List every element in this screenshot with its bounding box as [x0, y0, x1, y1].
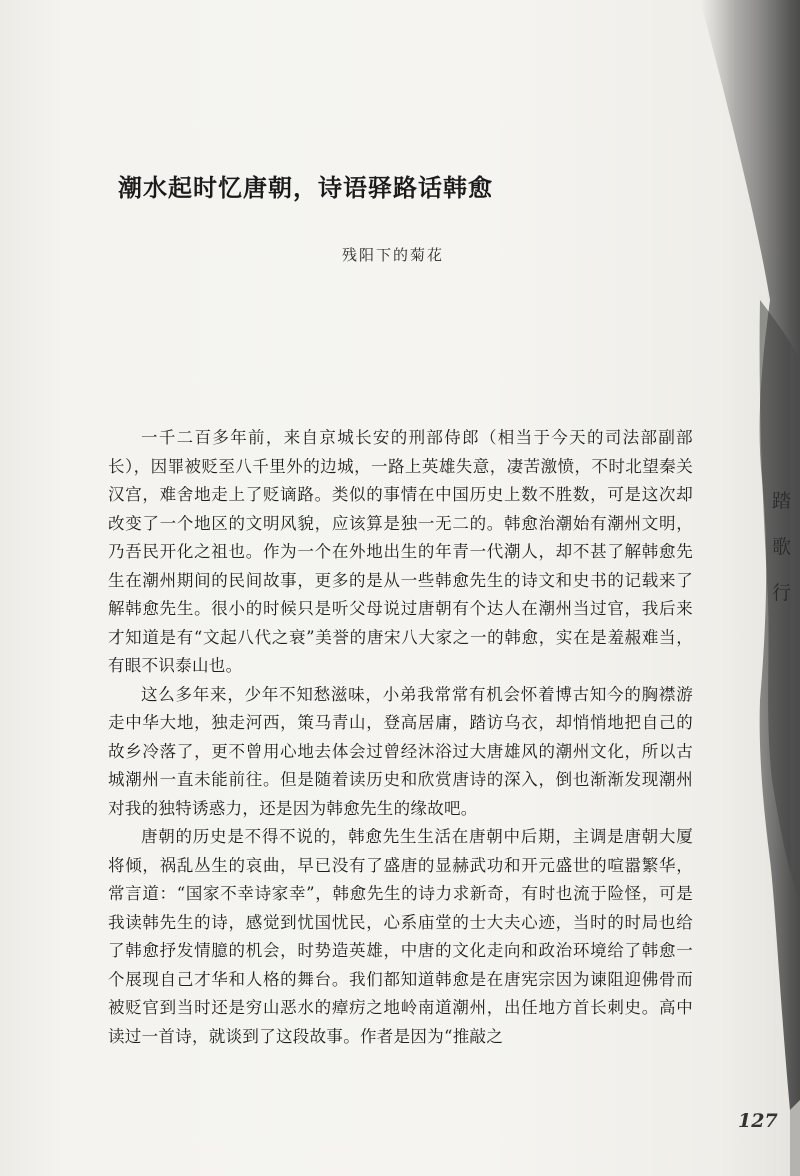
article-title: 潮水起时忆唐朝，诗语驿路话韩愈 [118, 173, 493, 202]
paragraph: 唐朝的历史是不得不说的，韩愈先生生活在唐朝中后期，主调是唐朝大厦将倾，祸乱丛生的哀曲，早已没有了盛唐的显赫武功和开元盛世的喧嚣繁华，常言道：“国家不幸诗家幸”，韩愈先生的诗力求新奇，有时也流于险怪，可是我读韩先生的诗，感觉到忧国忧民，心系庙堂的士大夫心迹，当时的时局也给了韩愈抒发情臆的机会，时势造英雄，中唐的文化走向和政治环境给了韩愈一个展现自己才华和人格的舞台。我们都知道韩愈是在唐宪宗因为谏阻迎佛骨而被贬官到当时还是穷山恶水的瘴疠之地岭南道潮州，出任地方首长刺史。高中读过一首诗，就谈到了这段故事。作者是因为“推敲之 [108, 827, 693, 1046]
page-number: 127 [738, 1110, 778, 1132]
paragraph: 这么多年来，少年不知愁滋味，小弟我常常有机会怀着博古知今的胸襟游走中华大地，独走河西，策马青山，登高居庸，踏访乌衣，却悄悄地把自己的故乡冷落了，更不曾用心地去体会过曾经沐浴过大唐雄风的潮州文化，所以古城潮州一直未能前往。但是随着读历史和欣赏唐诗的深入，倒也渐渐发现潮州对我的独特诱惑力，还是因为韩愈先生的缘故吧。 [108, 684, 693, 818]
side-label-char: 行 [772, 582, 792, 604]
article-author: 残阳下的菊花 [342, 246, 445, 264]
side-label-char: 踏 [772, 490, 792, 512]
article-body [108, 424, 693, 1051]
side-label-char: 歌 [772, 536, 792, 558]
paragraph: 一千二百多年前，来自京城长安的刑部侍郎（相当于今天的司法部副部长），因罪被贬至八千里外的边城，一路上英雄失意，凄苦激愤，不时北望秦关汉宫，难舍地走上了贬谪路。类似的事情在中国历史上数不胜数，可是这次却改变了一个地区的文明风貌，应该算是独一无二的。韩愈治潮始有潮州文明，乃吾民开化之祖也。作为一个在外地出生的年青一代潮人，却不甚了解韩愈先生在潮州期间的民间故事，更多的是从一些韩愈先生的诗文和史书的记载来了解韩愈先生。很小的时候只是听父母说过唐朝有个达人在潮州当过官，我后来才知道是有“文起八代之衰”美誉的唐宋八大家之一的韩愈，实在是羞赧难当，有眼不识泰山也。 [108, 428, 693, 675]
